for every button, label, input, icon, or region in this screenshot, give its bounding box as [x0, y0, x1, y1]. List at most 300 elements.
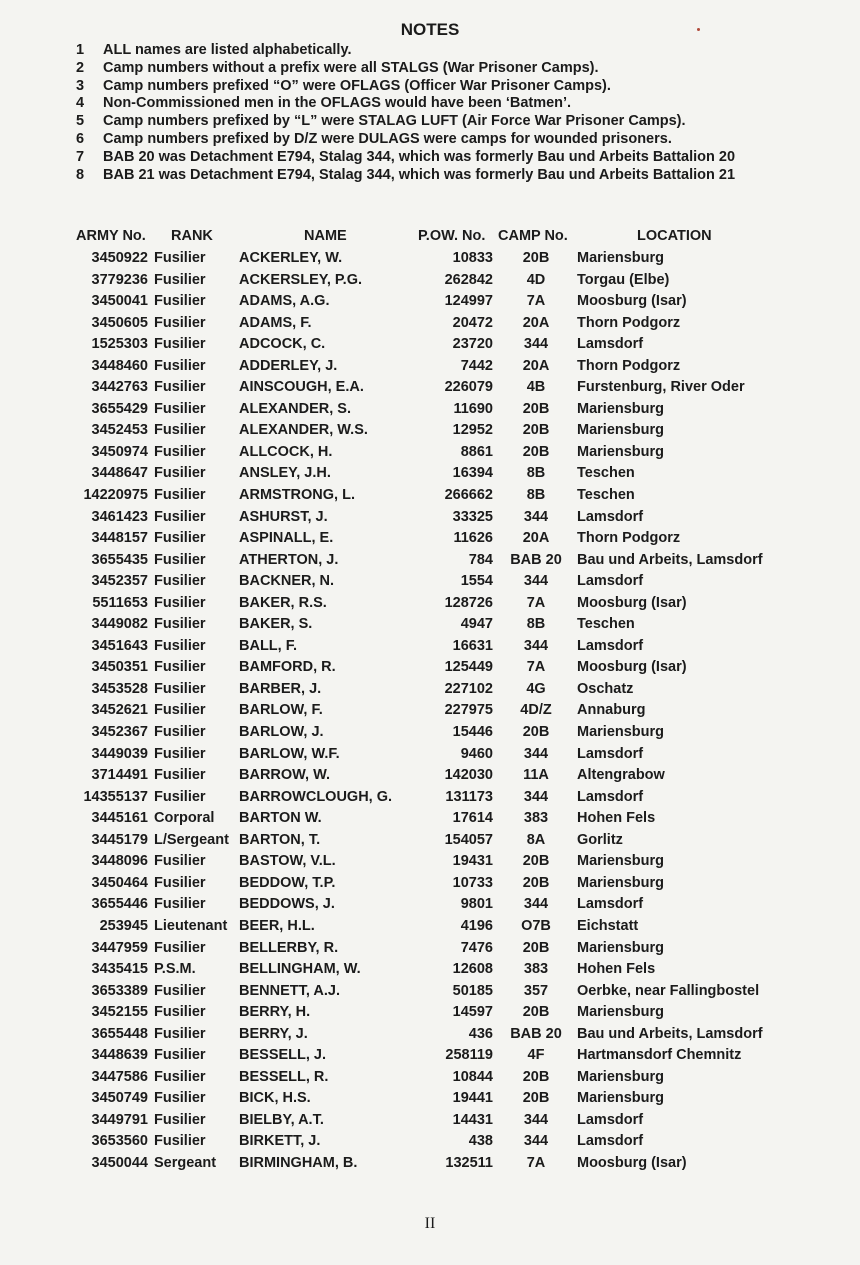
- pow-no-cell: 227975: [444, 702, 493, 719]
- pow-no-cell: 14597: [452, 1004, 493, 1021]
- name-cell: BEER, H.L.: [239, 917, 315, 934]
- note-number: 3: [76, 77, 85, 94]
- header-pow-no: P.OW. No.: [418, 228, 486, 244]
- name-cell: BIRKETT, J.: [239, 1133, 321, 1150]
- rank-cell: Fusilier: [154, 1133, 206, 1150]
- army-no-cell: 3655446: [91, 896, 148, 913]
- name-cell: ACKERSLEY, P.G.: [239, 271, 363, 288]
- note-text: Camp numbers prefixed by D/Z were DULAGS were camps for wounded prisoners.: [103, 130, 672, 147]
- rank-cell: Fusilier: [154, 896, 206, 913]
- camp-no-cell: 20B: [522, 724, 550, 741]
- camp-no-cell: BAB 20: [510, 1025, 562, 1042]
- location-cell: Mariensburg: [577, 1004, 665, 1021]
- camp-no-cell: 344: [523, 788, 549, 805]
- location-cell: Bau und Arbeits, Lamsdorf: [577, 1025, 763, 1042]
- pow-no-cell: 132511: [445, 1154, 493, 1171]
- camp-no-cell: 344: [523, 336, 549, 353]
- name-cell: BARLOW, F.: [239, 702, 323, 719]
- location-cell: Lamsdorf: [577, 896, 644, 913]
- rank-cell: Fusilier: [154, 680, 206, 697]
- name-cell: BICK, H.S.: [239, 1090, 311, 1107]
- location-cell: Mariensburg: [577, 422, 665, 439]
- location-cell: Mariensburg: [577, 1068, 665, 1085]
- name-cell: BAKER, R.S.: [239, 594, 327, 611]
- rank-cell: Fusilier: [154, 788, 206, 805]
- pow-no-cell: 12952: [452, 422, 493, 439]
- camp-no-cell: 20B: [522, 1068, 550, 1085]
- army-no-cell: 3450464: [91, 874, 148, 891]
- pow-no-cell: 4947: [460, 616, 493, 633]
- table-row: [0, 1024, 860, 1046]
- location-cell: Lamsdorf: [577, 637, 644, 654]
- pow-no-cell: 11690: [453, 400, 493, 417]
- location-cell: Mariensburg: [577, 443, 665, 460]
- army-no-cell: 3447959: [91, 939, 148, 956]
- rank-cell: Fusilier: [154, 853, 206, 870]
- army-no-cell: 3453528: [91, 680, 148, 697]
- camp-no-cell: 8B: [526, 616, 546, 633]
- camp-no-cell: 344: [523, 745, 549, 762]
- rank-cell: Fusilier: [154, 1004, 206, 1021]
- table-row: [0, 356, 860, 378]
- pow-no-cell: 19441: [452, 1090, 493, 1107]
- camp-no-cell: 4D: [526, 271, 546, 288]
- rank-cell: Fusilier: [154, 637, 206, 654]
- name-cell: BARROWCLOUGH, G.: [239, 788, 393, 805]
- camp-no-cell: 4D/Z: [520, 702, 552, 719]
- rank-cell: Fusilier: [154, 250, 206, 266]
- army-no-cell: 3450044: [91, 1154, 148, 1171]
- note-item: [76, 95, 836, 113]
- note-text: Camp numbers prefixed “O” were OFLAGS (Officer War Prisoner Camps).: [103, 77, 611, 94]
- camp-no-cell: 20B: [522, 1090, 550, 1107]
- army-no-cell: 3447586: [91, 1068, 148, 1085]
- rank-cell: Fusilier: [154, 1047, 206, 1064]
- name-cell: BIRMINGHAM, B.: [239, 1154, 358, 1171]
- location-cell: Altengrabow: [577, 767, 665, 784]
- table-row: [0, 571, 860, 593]
- table-row: [0, 399, 860, 421]
- table-row: [0, 485, 860, 507]
- army-no-cell: 3449082: [91, 616, 148, 633]
- camp-no-cell: 7A: [526, 659, 546, 676]
- army-no-cell: 3448096: [91, 853, 148, 870]
- pow-no-cell: 12608: [452, 961, 493, 978]
- name-cell: BALL, F.: [239, 637, 297, 654]
- rank-cell: Fusilier: [154, 874, 206, 891]
- note-item: [76, 149, 836, 167]
- army-no-cell: 3452155: [91, 1004, 148, 1021]
- table-row: [0, 894, 860, 916]
- pow-no-cell: 226079: [444, 379, 493, 396]
- location-cell: Lamsdorf: [577, 1111, 644, 1128]
- location-cell: Thorn Podgorz: [577, 357, 681, 374]
- camp-no-cell: 7A: [526, 1154, 546, 1171]
- pow-no-cell: 10733: [452, 874, 493, 891]
- camp-no-cell: 4F: [527, 1047, 545, 1064]
- location-cell: Bau und Arbeits, Lamsdorf: [577, 551, 763, 568]
- table-row: [0, 248, 860, 270]
- rank-cell: Fusilier: [154, 336, 206, 353]
- camp-no-cell: 344: [523, 1133, 549, 1150]
- note-text: Camp numbers without a prefix were all STALGS (War Prisoner Camps).: [103, 59, 599, 76]
- pow-no-cell: 11626: [453, 530, 493, 547]
- pow-no-cell: 10833: [452, 250, 493, 266]
- pow-no-cell: 227102: [444, 680, 493, 697]
- pow-no-cell: 438: [468, 1133, 493, 1150]
- army-no-cell: 3450041: [91, 293, 148, 310]
- rank-cell: Fusilier: [154, 400, 206, 417]
- table-row: [0, 959, 860, 981]
- rank-cell: Fusilier: [154, 702, 206, 719]
- pow-no-cell: 436: [468, 1025, 493, 1042]
- rank-cell: Fusilier: [154, 487, 206, 504]
- name-cell: BARLOW, W.F.: [239, 745, 340, 762]
- pow-no-cell: 154057: [444, 831, 493, 848]
- location-cell: Lamsdorf: [577, 336, 644, 353]
- table-row: [0, 528, 860, 550]
- army-no-cell: 3435415: [91, 961, 148, 978]
- rank-cell: L/Sergeant: [154, 831, 229, 848]
- name-cell: BESSELL, R.: [239, 1068, 329, 1085]
- header-camp-no: CAMP No.: [498, 228, 568, 244]
- location-cell: Moosburg (Isar): [577, 1154, 687, 1171]
- pow-no-cell: 9460: [460, 745, 493, 762]
- pow-no-cell: 14431: [452, 1111, 493, 1128]
- army-no-cell: 3653560: [91, 1133, 148, 1150]
- location-cell: Hohen Fels: [577, 961, 656, 978]
- army-no-cell: 3461423: [91, 508, 148, 525]
- table-row: [0, 744, 860, 766]
- location-cell: Lamsdorf: [577, 788, 644, 805]
- notes-list: [76, 42, 836, 184]
- rank-cell: Fusilier: [154, 530, 206, 547]
- note-number: 5: [76, 113, 85, 130]
- army-no-cell: 3655429: [91, 400, 148, 417]
- rank-cell: Fusilier: [154, 551, 206, 568]
- camp-no-cell: 7A: [526, 293, 546, 310]
- army-no-cell: 3653389: [91, 982, 148, 999]
- army-no-cell: 3448647: [91, 465, 148, 482]
- pow-no-cell: 8861: [460, 443, 493, 460]
- name-cell: BELLINGHAM, W.: [239, 961, 361, 978]
- page-number: II: [424, 1215, 436, 1232]
- pow-no-cell: 266662: [444, 487, 493, 504]
- camp-no-cell: 20A: [522, 314, 550, 331]
- army-no-cell: 3448157: [91, 530, 148, 547]
- name-cell: BESSELL, J.: [239, 1047, 327, 1064]
- name-cell: BARROW, W.: [239, 767, 331, 784]
- name-cell: BARLOW, J.: [239, 724, 324, 741]
- rank-cell: Fusilier: [154, 1068, 206, 1085]
- name-cell: BARTON W.: [239, 810, 322, 827]
- army-no-cell: 3450351: [91, 659, 148, 676]
- camp-no-cell: 7A: [526, 594, 546, 611]
- table-row: [0, 442, 860, 464]
- camp-no-cell: 20B: [522, 422, 550, 439]
- table-row: [0, 614, 860, 636]
- pow-no-cell: 23720: [452, 336, 493, 353]
- table-row: [0, 334, 860, 356]
- rank-cell: Fusilier: [154, 939, 206, 956]
- rank-cell: P.S.M.: [154, 961, 196, 978]
- pow-no-cell: 10844: [452, 1068, 493, 1085]
- note-item: [76, 131, 836, 149]
- camp-no-cell: 344: [523, 637, 549, 654]
- table-row: [0, 722, 860, 744]
- army-no-cell: 3452367: [91, 724, 148, 741]
- camp-no-cell: 344: [523, 896, 549, 913]
- rank-cell: Fusilier: [154, 508, 206, 525]
- camp-no-cell: 357: [523, 982, 549, 999]
- name-cell: BARBER, J.: [239, 680, 322, 697]
- table-row: [0, 1045, 860, 1067]
- army-no-cell: 3445161: [91, 810, 148, 827]
- army-no-cell: 3452453: [91, 422, 148, 439]
- table-row: [0, 1002, 860, 1024]
- rank-cell: Fusilier: [154, 659, 206, 676]
- location-cell: Torgau (Elbe): [577, 271, 670, 288]
- location-cell: Hohen Fels: [577, 810, 656, 827]
- name-cell: BASTOW, V.L.: [239, 853, 336, 870]
- rank-cell: Fusilier: [154, 724, 206, 741]
- name-cell: BAMFORD, R.: [239, 659, 336, 676]
- location-cell: Mariensburg: [577, 874, 665, 891]
- note-text: Non-Commissioned men in the OFLAGS would have been ‘Batmen’.: [103, 95, 572, 112]
- location-cell: Gorlitz: [577, 831, 623, 848]
- name-cell: BAKER, S.: [239, 616, 313, 633]
- location-cell: Teschen: [577, 616, 635, 633]
- camp-no-cell: 8B: [526, 465, 546, 482]
- table-row: [0, 463, 860, 485]
- name-cell: BEDDOWS, J.: [239, 896, 335, 913]
- table-row: [0, 377, 860, 399]
- camp-no-cell: 344: [523, 1111, 549, 1128]
- location-cell: Eichstatt: [577, 917, 639, 934]
- name-cell: BARTON, T.: [239, 831, 321, 848]
- location-cell: Lamsdorf: [577, 745, 644, 762]
- army-no-cell: 14220975: [83, 487, 148, 504]
- pow-no-cell: 4196: [460, 917, 493, 934]
- camp-no-cell: 20B: [522, 443, 550, 460]
- header-army-no: ARMY No.: [76, 228, 146, 244]
- table-row: [0, 270, 860, 292]
- army-no-cell: 3655448: [91, 1025, 148, 1042]
- army-no-cell: 14355137: [83, 788, 148, 805]
- rank-cell: Fusilier: [154, 1090, 206, 1107]
- pow-no-cell: 20472: [452, 314, 493, 331]
- location-cell: Moosburg (Isar): [577, 293, 687, 310]
- camp-no-cell: 8A: [526, 831, 546, 848]
- name-cell: ASPINALL, E.: [239, 530, 334, 547]
- location-cell: Thorn Podgorz: [577, 530, 681, 547]
- note-text: ALL names are listed alphabetically.: [103, 42, 352, 58]
- rank-cell: Fusilier: [154, 357, 206, 374]
- name-cell: ATHERTON, J.: [239, 551, 339, 568]
- rank-cell: Sergeant: [154, 1154, 217, 1171]
- pow-no-cell: 258119: [445, 1047, 493, 1064]
- camp-no-cell: 20B: [522, 853, 550, 870]
- table-row: [0, 1110, 860, 1132]
- table-row: [0, 313, 860, 335]
- table-row: [0, 808, 860, 830]
- camp-no-cell: 20B: [522, 874, 550, 891]
- location-cell: Lamsdorf: [577, 1133, 644, 1150]
- name-cell: ADAMS, F.: [239, 314, 312, 331]
- location-cell: Mariensburg: [577, 724, 665, 741]
- rank-cell: Fusilier: [154, 767, 206, 784]
- army-no-cell: 1525303: [91, 336, 148, 353]
- name-cell: ALEXANDER, S.: [239, 400, 351, 417]
- location-cell: Teschen: [577, 465, 635, 482]
- pow-no-cell: 33325: [452, 508, 493, 525]
- note-item: [76, 113, 836, 131]
- pow-no-cell: 15446: [452, 724, 493, 741]
- table-row: [0, 916, 860, 938]
- table-row: [0, 787, 860, 809]
- table-row: [0, 851, 860, 873]
- header-name: NAME: [304, 228, 347, 244]
- location-cell: Mariensburg: [577, 1090, 665, 1107]
- note-text: Camp numbers prefixed by “L” were STALAG LUFT (Air Force War Prisoner Camps).: [103, 113, 686, 130]
- table-row: [0, 938, 860, 960]
- header-rank: RANK: [171, 228, 213, 244]
- location-cell: Lamsdorf: [577, 508, 644, 525]
- note-number: 7: [76, 148, 85, 165]
- location-cell: Mariensburg: [577, 853, 665, 870]
- table-row: [0, 636, 860, 658]
- table-row: [0, 830, 860, 852]
- location-cell: Oschatz: [577, 680, 634, 697]
- table-row: [0, 1131, 860, 1153]
- table-row: [0, 765, 860, 787]
- army-no-cell: 3448460: [91, 357, 148, 374]
- note-number: 4: [76, 95, 85, 112]
- rank-cell: Fusilier: [154, 293, 206, 310]
- pow-no-cell: 7442: [460, 357, 493, 374]
- camp-no-cell: 20A: [522, 357, 550, 374]
- pow-no-cell: 9801: [460, 896, 493, 913]
- rank-cell: Fusilier: [154, 422, 206, 439]
- table-row: [0, 550, 860, 572]
- pow-no-cell: 784: [468, 551, 493, 568]
- name-cell: ARMSTRONG, L.: [239, 487, 355, 504]
- name-cell: BELLERBY, R.: [239, 939, 339, 956]
- rank-cell: Fusilier: [154, 379, 206, 396]
- rank-cell: Fusilier: [154, 314, 206, 331]
- rank-cell: Fusilier: [154, 1111, 206, 1128]
- name-cell: BACKNER, N.: [239, 573, 335, 590]
- header-location: LOCATION: [637, 228, 712, 244]
- table-row: [0, 1153, 860, 1175]
- camp-no-cell: O7B: [521, 917, 551, 934]
- prisoner-table: [0, 248, 860, 1175]
- table-row: [0, 1067, 860, 1089]
- name-cell: ALLCOCK, H.: [239, 443, 333, 460]
- army-no-cell: 3714491: [91, 767, 148, 784]
- table-row: [0, 507, 860, 529]
- camp-no-cell: 11A: [523, 767, 549, 784]
- camp-no-cell: 344: [523, 573, 549, 590]
- location-cell: Mariensburg: [577, 400, 665, 417]
- name-cell: ACKERLEY, W.: [239, 250, 343, 266]
- army-no-cell: 3449791: [91, 1111, 148, 1128]
- camp-no-cell: 383: [523, 810, 549, 827]
- name-cell: AINSCOUGH, E.A.: [239, 379, 364, 396]
- army-no-cell: 3449039: [91, 745, 148, 762]
- name-cell: ADAMS, A.G.: [239, 293, 330, 310]
- location-cell: Oerbke, near Fallingbostel: [577, 982, 760, 999]
- army-no-cell: 3450922: [91, 250, 148, 266]
- rank-cell: Lieutenant: [154, 917, 228, 934]
- table-row: [0, 291, 860, 313]
- location-cell: Thorn Podgorz: [577, 314, 681, 331]
- location-cell: Furstenburg, River Oder: [577, 379, 745, 396]
- pow-no-cell: 124997: [444, 293, 493, 310]
- army-no-cell: 253945: [99, 917, 148, 934]
- pow-no-cell: 262842: [444, 271, 493, 288]
- rank-cell: Fusilier: [154, 1025, 206, 1042]
- location-cell: Lamsdorf: [577, 573, 644, 590]
- name-cell: BENNETT, A.J.: [239, 982, 340, 999]
- pow-no-cell: 19431: [452, 853, 493, 870]
- table-row: [0, 873, 860, 895]
- pow-no-cell: 50185: [452, 982, 493, 999]
- rank-cell: Fusilier: [154, 465, 206, 482]
- note-item: [76, 167, 836, 185]
- location-cell: Teschen: [577, 487, 635, 504]
- army-no-cell: 3451643: [91, 637, 148, 654]
- camp-no-cell: BAB 20: [510, 551, 562, 568]
- location-cell: Annaburg: [577, 702, 646, 719]
- pow-no-cell: 1554: [460, 573, 493, 590]
- pow-no-cell: 142030: [444, 767, 493, 784]
- camp-no-cell: 344: [523, 508, 549, 525]
- location-cell: Mariensburg: [577, 939, 665, 956]
- army-no-cell: 3655435: [91, 551, 148, 568]
- pow-no-cell: 7476: [460, 939, 493, 956]
- note-number: 1: [76, 42, 85, 58]
- army-no-cell: 3448639: [91, 1047, 148, 1064]
- pow-no-cell: 131173: [445, 788, 493, 805]
- table-row: [0, 657, 860, 679]
- rank-cell: Fusilier: [154, 982, 206, 999]
- camp-no-cell: 4B: [526, 379, 546, 396]
- camp-no-cell: 20B: [522, 939, 550, 956]
- army-no-cell: 3450749: [91, 1090, 148, 1107]
- rank-cell: Fusilier: [154, 594, 206, 611]
- rank-cell: Fusilier: [154, 745, 206, 762]
- name-cell: BERRY, J.: [239, 1025, 308, 1042]
- location-cell: Moosburg (Isar): [577, 594, 687, 611]
- location-cell: Mariensburg: [577, 250, 665, 266]
- table-row: [0, 700, 860, 722]
- note-text: BAB 21 was Detachment E794, Stalag 344, which was formerly Bau und Arbeits Battalion 21: [103, 166, 736, 183]
- rank-cell: Corporal: [154, 810, 215, 827]
- pow-no-cell: 16631: [452, 637, 493, 654]
- note-number: 8: [76, 166, 85, 183]
- camp-no-cell: 383: [523, 961, 549, 978]
- rank-cell: Fusilier: [154, 271, 206, 288]
- name-cell: BEDDOW, T.P.: [239, 874, 336, 891]
- camp-no-cell: 20B: [522, 400, 550, 417]
- name-cell: BERRY, H.: [239, 1004, 311, 1021]
- army-no-cell: 3450974: [91, 443, 148, 460]
- army-no-cell: 5511653: [92, 594, 148, 611]
- rank-cell: Fusilier: [154, 616, 206, 633]
- note-item: [76, 42, 836, 60]
- rank-cell: Fusilier: [154, 443, 206, 460]
